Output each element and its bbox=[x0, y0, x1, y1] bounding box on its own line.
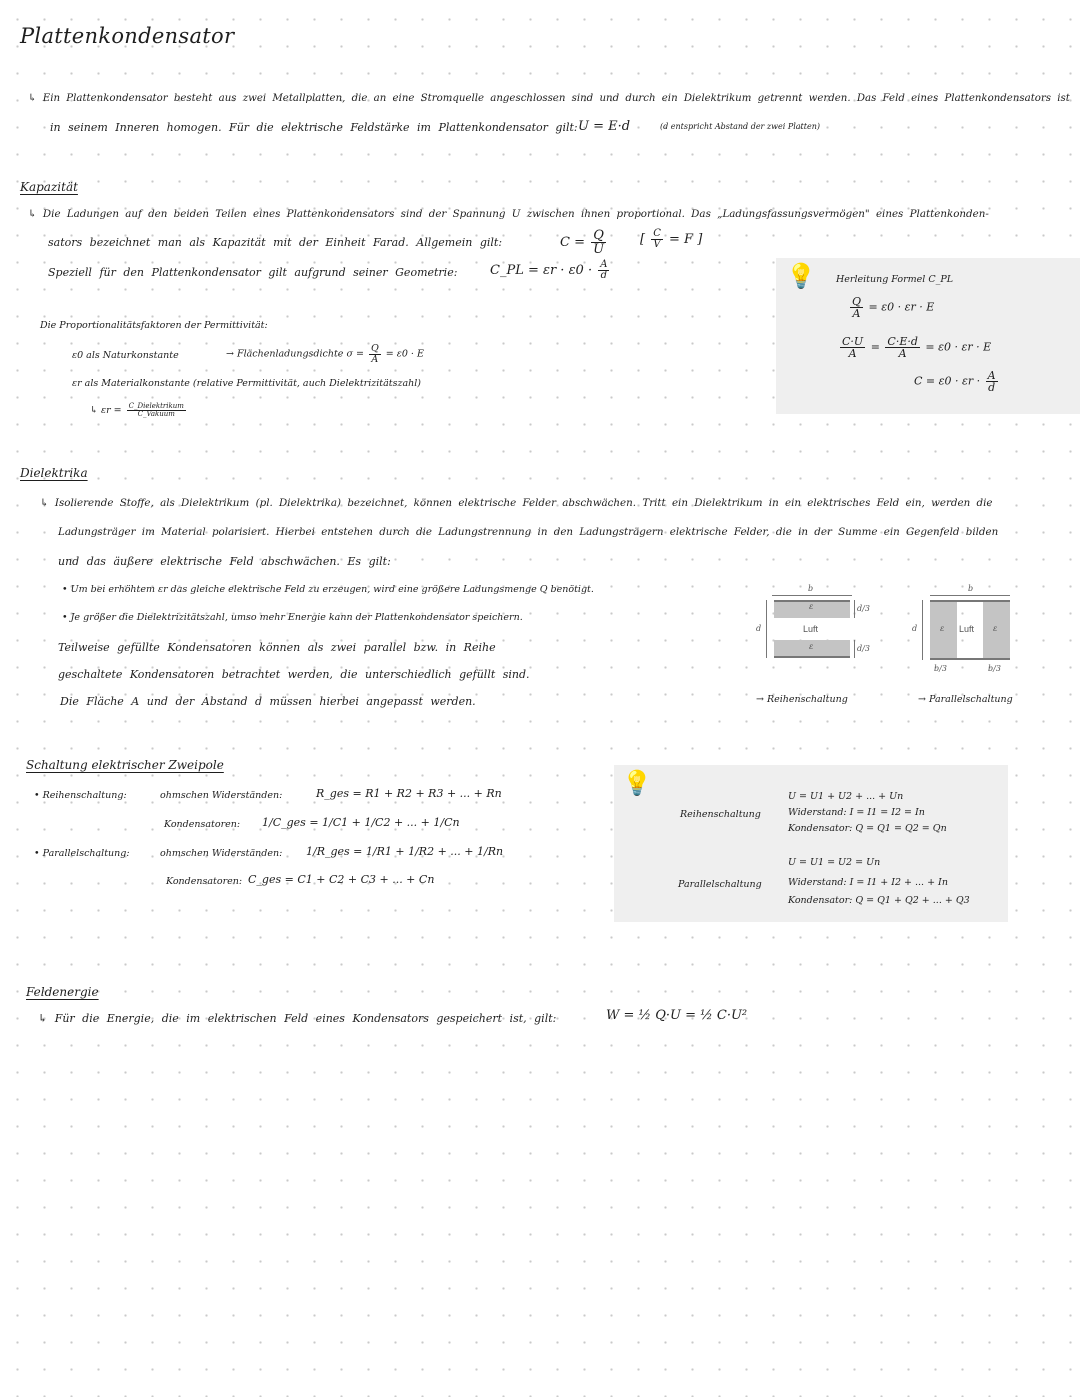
herleitung-r2-num: C·U bbox=[842, 335, 864, 348]
formula-unit-den: V bbox=[653, 239, 661, 250]
dielektrika-line-5: geschaltete Kondensatoren betrachtet werden, die unterschiedlich gefüllt sind. bbox=[58, 668, 530, 681]
fig2-d-label: d bbox=[912, 624, 918, 633]
lightbulb-icon: 💡 bbox=[786, 262, 816, 290]
fig2-luft-label: Luft bbox=[959, 624, 975, 634]
figure-parallel bbox=[906, 584, 1026, 676]
fig2-b3-right: b/3 bbox=[988, 664, 1001, 673]
intro-formula: U = E·d bbox=[578, 119, 631, 134]
herleitung-row-1 bbox=[848, 296, 934, 319]
herleitung-r2-num2: C·E·d bbox=[887, 335, 918, 348]
tipbox-reihe-u: U = U1 + U2 + ... + Un bbox=[788, 791, 904, 802]
herleitung-title: Herleitung Formel C_PL bbox=[836, 274, 954, 285]
schaltung-tipbox bbox=[614, 765, 1008, 922]
fig1-eps-bottom: ε bbox=[809, 642, 814, 651]
epsr-formula bbox=[90, 403, 188, 418]
fig1-d3-bottom: d/3 bbox=[857, 644, 870, 653]
fig2-b-label: b bbox=[968, 584, 974, 593]
feldenergie-formula: W = ½ Q·U = ½ C·U² bbox=[606, 1008, 748, 1023]
fig2-b-arrow bbox=[930, 595, 1010, 596]
dielektrika-line-4: Teilweise gefüllte Kondensatoren können als zwei parallel bzw. in Reihe bbox=[58, 641, 496, 654]
herleitung-row-3 bbox=[914, 370, 1000, 393]
schaltung-parallel-c-formula: C_ges = C1 + C2 + C3 + ... + Cn bbox=[248, 873, 435, 886]
tipbox-parallel-w: Widerstand: I = I1 + I2 + ... + In bbox=[788, 877, 948, 888]
formula-cpl-lhs: C_PL = εr · ε0 · bbox=[490, 263, 593, 278]
fig1-d-arrow bbox=[766, 600, 767, 658]
herleitung-box bbox=[776, 258, 1080, 414]
formula-unit-pre: [ bbox=[640, 232, 646, 247]
dielektrika-line-1: ↳ Isolierende Stoffe, als Dielektrikum (pl. Dielektrika) bezeichnet, können elektrische Felder abschwächen. Tritt ein Dielektrikum in ein elektrisches Feld ein, werden die bbox=[40, 497, 993, 509]
tipbox-reihe-label: Reihenschaltung bbox=[680, 809, 761, 820]
section-heading-kapazitaet: Kapazität bbox=[20, 180, 78, 194]
herleitung-r1-rhs: = ε0 · εr · E bbox=[868, 300, 935, 314]
intro-line-1: ↳ Ein Plattenkondensator besteht aus zwei Metallplatten, die an eine Stromquelle angeschlossen sind und durch ein Dielektrikum getrennt werden. Das Feld eines Plattenkondensators ist bbox=[28, 93, 1070, 104]
herleitung-r1-den: A bbox=[852, 307, 861, 320]
caption-reihenschaltung: → Reihenschaltung bbox=[756, 694, 848, 705]
kapazitaet-line-2: sators bezeichnet man als Kapazität mit der Einheit Farad. Allgemein gilt: bbox=[48, 236, 503, 249]
fig2-b3-left: b/3 bbox=[934, 664, 947, 673]
intro-line-2: in seinem Inneren homogen. Für die elektrische Feldstärke im Plattenkondensator gilt: bbox=[50, 121, 578, 134]
formula-cpl-den: d bbox=[600, 270, 608, 281]
eps0-num: Q bbox=[370, 343, 379, 354]
schaltung-parallel-c-label: Kondensatoren: bbox=[166, 876, 243, 887]
dielektrika-bullet-1: • Um bei erhöhtem εr das gleiche elektrische Feld zu erzeugen, wird eine größere Ladungsmenge Q benötigt. bbox=[62, 584, 594, 595]
prop-heading: Die Proportionalitätsfaktoren der Permittivität: bbox=[40, 320, 268, 331]
section-heading-feldenergie: Feldenergie bbox=[26, 985, 99, 999]
fig1-luft-label: Luft bbox=[803, 624, 819, 634]
schaltung-parallel-r-label: ohmschen Widerständen: bbox=[160, 848, 283, 859]
fig2-eps-right: ε bbox=[993, 624, 998, 633]
schaltung-reihe-r-label: ohmschen Widerständen: bbox=[160, 790, 283, 801]
formula-capacity-den: U bbox=[593, 242, 605, 257]
fig1-d3-top-arrow bbox=[854, 600, 855, 618]
schaltung-reihe-c-formula: 1/C_ges = 1/C1 + 1/C2 + ... + 1/Cn bbox=[262, 816, 460, 829]
eps0-formula bbox=[226, 344, 424, 364]
formula-capacity-num: Q bbox=[593, 228, 604, 243]
section-heading-dielektrika: Dielektrika bbox=[20, 466, 88, 480]
kapazitaet-line-3: Speziell für den Plattenkondensator gilt aufgrund seiner Geometrie: bbox=[48, 266, 458, 279]
herleitung-r2-den2: A bbox=[898, 347, 907, 360]
section-heading-schaltung: Schaltung elektrischer Zweipole bbox=[26, 758, 224, 772]
herleitung-r3-den: d bbox=[988, 381, 996, 394]
feldenergie-line: ↳ Für die Energie, die im elektrischen Feld eines Kondensators gespeichert ist, gilt: bbox=[38, 1012, 557, 1025]
herleitung-r2-rhs: = ε0 · εr · E bbox=[925, 340, 992, 354]
fig1-d3-bottom-arrow bbox=[854, 640, 855, 658]
lightbulb-icon: 💡 bbox=[622, 769, 652, 797]
tipbox-reihe-k: Kondensator: Q = Q1 = Q2 = Qn bbox=[788, 823, 947, 834]
fig2-d-arrow bbox=[922, 600, 923, 660]
herleitung-r3-lhs: C = ε0 · εr · bbox=[914, 374, 981, 388]
eps0-den: A bbox=[371, 353, 379, 365]
herleitung-row-2 bbox=[838, 336, 991, 359]
epsr-line: εr als Materialkonstante (relative Permittivität, auch Dielektrizitätszahl) bbox=[72, 378, 422, 389]
fig1-b-label: b bbox=[808, 584, 814, 593]
schaltung-parallel-r-formula: 1/R_ges = 1/R1 + 1/R2 + ... + 1/Rn bbox=[306, 845, 504, 858]
herleitung-r1-num: Q bbox=[852, 295, 862, 308]
formula-cpl-num: A bbox=[600, 259, 608, 270]
dielektrika-line-3: und das äußere elektrische Feld abschwächen. Es gilt: bbox=[58, 555, 391, 568]
formula-capacity bbox=[560, 229, 608, 256]
dielektrika-line-6: Die Fläche A und der Abstand d müssen hierbei angepasst werden. bbox=[60, 695, 476, 708]
dielektrika-line-2: Ladungsträger im Material polarisiert. Hierbei entstehen durch die Ladungstrennung in den Ladungsträgern elektrische Felder, die in der Summe ein Gegenfeld bilden bbox=[58, 526, 999, 538]
herleitung-r2-eq: = bbox=[870, 340, 880, 354]
tipbox-parallel-k: Kondensator: Q = Q1 + Q2 + ... + Q3 bbox=[788, 895, 970, 906]
schaltung-parallel-label: • Parallelschaltung: bbox=[34, 848, 130, 859]
caption-parallelschaltung: → Parallelschaltung bbox=[918, 694, 1013, 705]
tipbox-parallel-u: U = U1 = U2 = Un bbox=[788, 857, 881, 868]
fig1-b-arrow bbox=[772, 595, 852, 596]
formula-unit-num: C bbox=[653, 228, 661, 239]
tipbox-reihe-w: Widerstand: I = I1 = I2 = In bbox=[788, 807, 925, 818]
eps0-rhs: = ε0 · E bbox=[385, 348, 424, 360]
herleitung-r3-num: A bbox=[987, 369, 996, 382]
schaltung-reihe-r-formula: R_ges = R1 + R2 + R3 + ... + Rn bbox=[316, 787, 502, 800]
formula-cpl bbox=[490, 260, 611, 281]
fig1-d-label: d bbox=[756, 624, 762, 633]
eps0-line: ε0 als Naturkonstante bbox=[72, 350, 179, 361]
epsr-lhs: ↳ εr = bbox=[90, 405, 122, 416]
epsr-num: C_Dielektrikum bbox=[128, 402, 184, 410]
fig1-d3-top: d/3 bbox=[857, 604, 870, 613]
formula-unit bbox=[640, 229, 702, 250]
eps0-arrow: → Flächenladungsdichte σ = bbox=[226, 348, 364, 360]
kapazitaet-line-1: ↳ Die Ladungen auf den beiden Teilen eines Plattenkondensators sind der Spannung U zwischen ihnen proportional. Das „Ladungsfassungsvermögen" eines Plattenkonden- bbox=[28, 208, 989, 220]
dielektrika-bullet-2: • Je größer die Dielektrizitätszahl, umso mehr Energie kann der Plattenkondensator speichern. bbox=[62, 612, 523, 623]
fig1-eps-top: ε bbox=[809, 602, 814, 611]
schaltung-reihe-label: • Reihenschaltung: bbox=[34, 790, 127, 801]
page-title: Plattenkondensator bbox=[20, 24, 235, 48]
formula-capacity-lhs: C = bbox=[560, 235, 585, 250]
intro-note: (d entspricht Abstand der zwei Platten) bbox=[660, 122, 820, 131]
figure-reihen bbox=[752, 584, 882, 664]
formula-unit-post: = F ] bbox=[669, 232, 703, 247]
fig2-eps-left: ε bbox=[940, 624, 945, 633]
tipbox-parallel-label: Parallelschaltung bbox=[678, 879, 762, 890]
schaltung-reihe-c-label: Kondensatoren: bbox=[164, 819, 241, 830]
epsr-den: C_Vakuum bbox=[137, 410, 175, 418]
herleitung-r2-den: A bbox=[848, 347, 857, 360]
